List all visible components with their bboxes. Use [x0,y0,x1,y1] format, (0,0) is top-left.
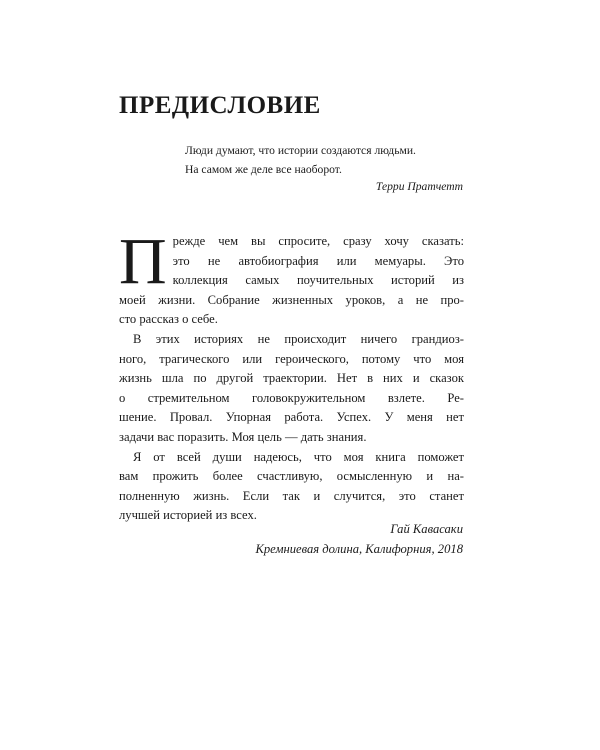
text-line: полненную жизнь. Если так и случится, это станет [119,488,464,503]
text-line: вам прожить более счастливую, осмысленную и на- [119,469,464,484]
signature-name: Гай Кавасаки [390,522,463,536]
text-line: лучшей историей из всех. [119,508,257,523]
text-line: сто рассказ о себе. [119,312,218,327]
drop-cap: П [119,225,167,298]
text-line: В этих историях не происходит ничего грандиоз- [133,331,464,346]
paragraph-3 [119,448,464,526]
text-line: режде чем вы спросите, сразу хочу сказать: [172,234,464,248]
epigraph-author: Терри Пратчетт [375,180,463,193]
text-line: Я от всей души надеюсь, что моя книга поможет [133,449,464,464]
text-line: это не автобиография или мемуары. Это [172,253,464,268]
text-line: задачи вас поразить. Моя цель — дать знания. [119,429,367,444]
signature-place: Кремниевая долина, Калифорния, 2018 [255,542,463,556]
signature [256,519,463,559]
body-text [119,225,464,526]
epigraph [185,141,465,179]
text-line: моей жизни. Собрание жизненных уроков, а не про- [119,292,464,307]
text-line: шение. Провал. Упорная работа. Успех. У меня нет [119,410,464,425]
text-line: ного, трагического или героического, потому что моя [119,351,464,366]
epigraph-line: На самом же деле все наоборот. [185,163,342,176]
paragraph-1 [119,225,464,330]
text-line: жизнь шла по другой траектории. Нет в них и сказок [119,371,464,386]
text-line: коллекция самых поучительных историй из [172,273,464,288]
epigraph-line: Люди думают, что истории создаются людьми. [185,144,416,157]
page-title: ПРЕДИСЛОВИЕ [119,92,321,119]
paragraph-2 [119,330,464,448]
text-line: о стремительном головокружительном взлете. Ре- [119,390,464,405]
